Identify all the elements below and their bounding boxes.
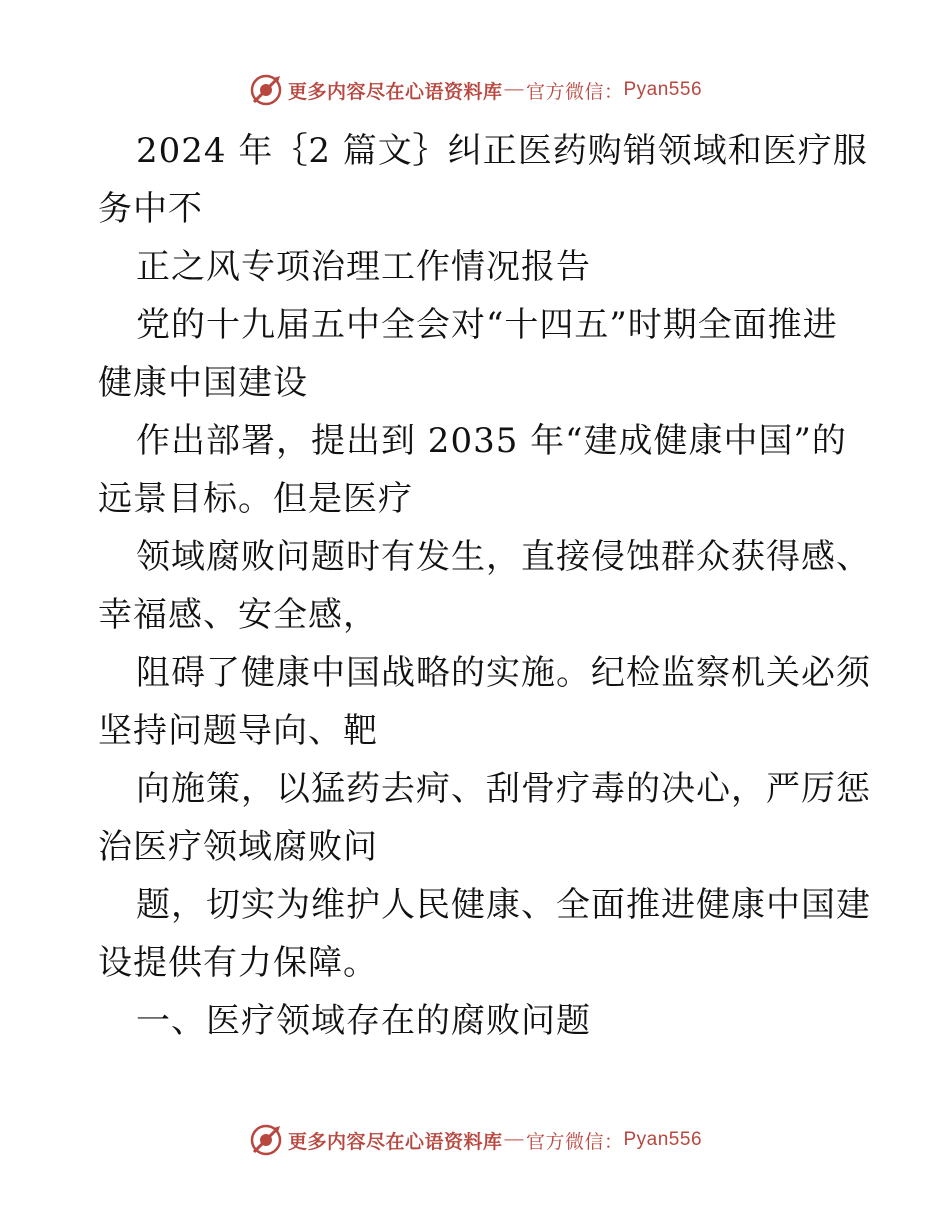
header-banner bbox=[0, 70, 950, 110]
document-body bbox=[98, 122, 871, 1050]
text-line: 作出部署，提出到 2035 年“建成健康中国”的 bbox=[136, 421, 847, 461]
text-line: 向施策，以猛药去疴、刮骨疗毒的决心，严厉惩 bbox=[136, 769, 871, 809]
text-line: 2024 年｛2 篇文｝纠正医药购销领域和医疗服 bbox=[136, 131, 868, 171]
text-line: 领域腐败问题时有发生，直接侵蚀群众获得感、 bbox=[136, 537, 871, 577]
banner-separator: — bbox=[504, 79, 524, 100]
banner-text: 更多内容尽在心语资料库 bbox=[287, 1130, 503, 1153]
text-line: 健康中国建设 bbox=[98, 363, 308, 403]
text-line: 一、医疗领域存在的腐败问题 bbox=[136, 1001, 591, 1041]
body-paragraph bbox=[98, 760, 871, 876]
text-line: 党的十九届五中全会对“十四五”时期全面推进 bbox=[136, 305, 838, 345]
body-paragraph bbox=[98, 644, 871, 760]
text-line: 务中不 bbox=[98, 189, 203, 229]
text-line: 阻碍了健康中国战略的实施。纪检监察机关必须 bbox=[136, 653, 871, 693]
logo-icon bbox=[248, 72, 284, 108]
body-paragraph bbox=[98, 876, 871, 992]
footer-banner bbox=[0, 1120, 950, 1160]
banner-wechat-id: Pyan556 bbox=[623, 1129, 703, 1150]
body-paragraph bbox=[98, 412, 858, 528]
banner-wechat-label: 官方微信： bbox=[525, 1130, 624, 1153]
text-line: 治医疗领域腐败问 bbox=[98, 827, 378, 867]
title-paragraph-continued bbox=[98, 238, 858, 296]
title-paragraph bbox=[98, 122, 868, 238]
text-line: 坚持问题导向、靶 bbox=[98, 711, 378, 751]
banner-separator: — bbox=[504, 1129, 524, 1150]
banner-text: 更多内容尽在心语资料库 bbox=[287, 80, 503, 103]
body-paragraph bbox=[98, 296, 858, 412]
body-paragraph bbox=[98, 528, 871, 644]
section-heading bbox=[98, 992, 858, 1050]
text-line: 题，切实为维护人民健康、全面推进健康中国建 bbox=[136, 885, 871, 925]
text-line: 设提供有力保障。 bbox=[98, 943, 378, 983]
logo-icon bbox=[248, 1122, 284, 1158]
text-line: 幸福感、安全感， bbox=[98, 595, 378, 635]
banner-wechat-label: 官方微信： bbox=[525, 80, 624, 103]
banner-wechat-id: Pyan556 bbox=[623, 79, 703, 100]
text-line: 远景目标。但是医疗 bbox=[98, 479, 413, 519]
text-line: 正之风专项治理工作情况报告 bbox=[136, 247, 591, 287]
